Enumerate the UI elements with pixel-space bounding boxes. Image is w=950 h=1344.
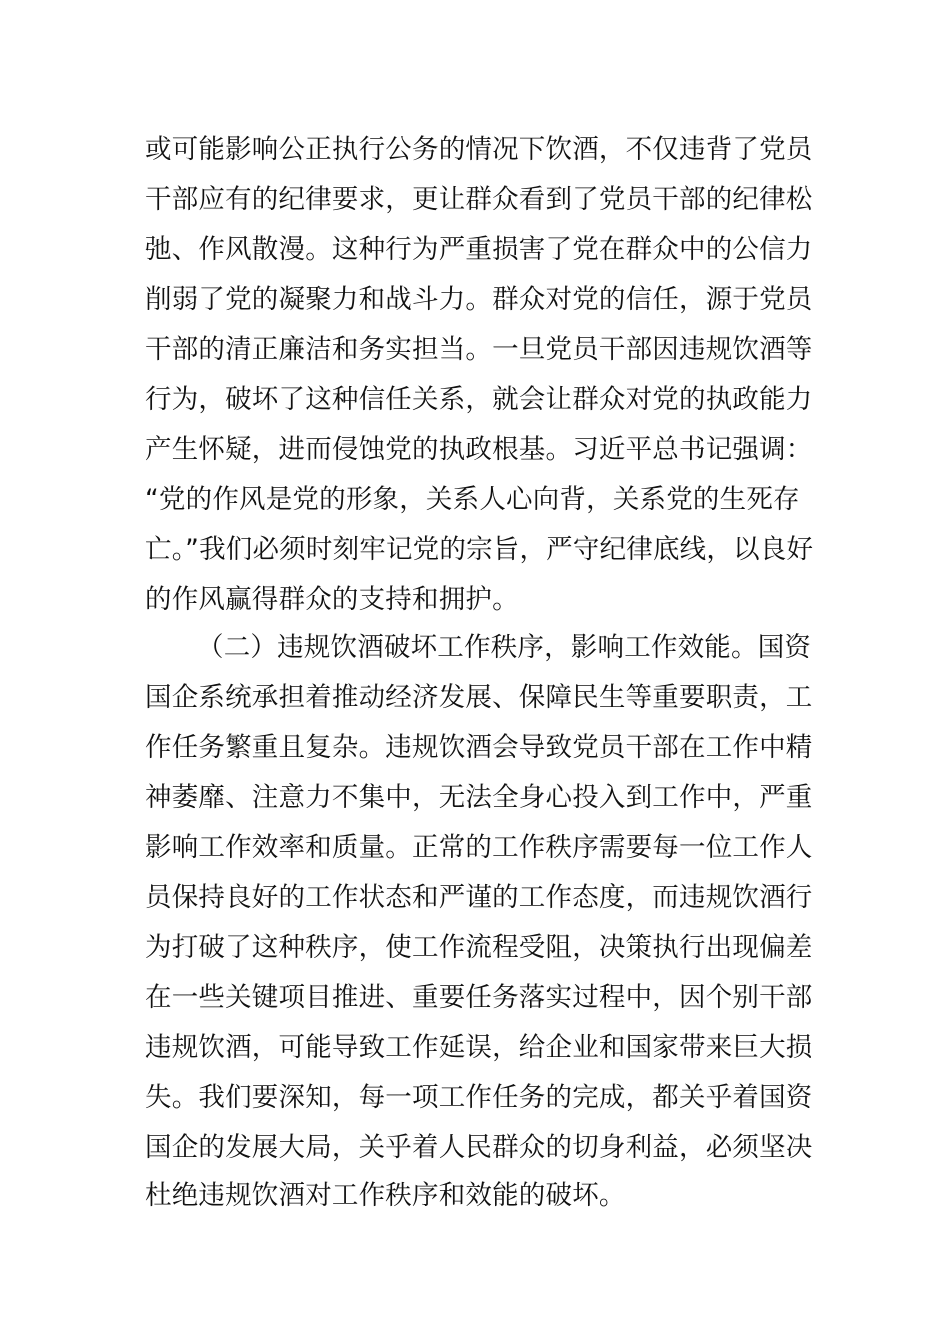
- text-line: 产生怀疑，进而侵蚀党的执政根基。习近平总书记强调：: [145, 434, 813, 465]
- text-line: 作任务繁重且复杂。违规饮酒会导致党员干部在工作中精: [145, 732, 813, 763]
- text-line: 在一些关键项目推进、重要任务落实过程中，因个别干部: [145, 982, 813, 1013]
- text-line: 杜绝违规饮酒对工作秩序和效能的破坏。: [145, 1180, 626, 1211]
- text-line: 的作风赢得群众的支持和拥护。: [145, 584, 519, 615]
- text-line: 影响工作效率和质量。正常的工作秩序需要每一位工作人: [145, 832, 813, 863]
- text-line: 国企系统承担着推动经济发展、保障民生等重要职责，工: [145, 682, 813, 713]
- text-line: 干部的清正廉洁和务实担当。一旦党员干部因违规饮酒等: [145, 334, 813, 365]
- text-line: 违规饮酒，可能导致工作延误，给企业和国家带来巨大损: [145, 1032, 813, 1063]
- text-line: 弛、作风散漫。这种行为严重损害了党在群众中的公信力: [145, 234, 813, 265]
- text-line: 失。我们要深知，每一项工作任务的完成，都关乎着国资: [145, 1082, 813, 1113]
- section-heading-line: （二）违规饮酒破坏工作秩序，影响工作效能。国资: [197, 632, 812, 663]
- text-line: 为打破了这种秩序，使工作流程受阻，决策执行出现偏差: [145, 932, 813, 963]
- text-line: 员保持良好的工作状态和严谨的工作态度，而违规饮酒行: [145, 882, 813, 913]
- text-line: 或可能影响公正执行公务的情况下饮酒，不仅违背了党员: [145, 134, 813, 165]
- text-line: 行为，破坏了这种信任关系，就会让群众对党的执政能力: [145, 384, 813, 415]
- text-line: 干部应有的纪律要求，更让群众看到了党员干部的纪律松: [145, 184, 813, 215]
- text-line: 国企的发展大局，关乎着人民群众的切身利益，必须坚决: [145, 1132, 813, 1163]
- text-line: 削弱了党的凝聚力和战斗力。群众对党的信任，源于党员: [145, 284, 813, 315]
- text-line: “党的作风是党的形象，关系人心向背，关系党的生死存: [145, 484, 800, 515]
- text-line: 神萎靡、注意力不集中，无法全身心投入到工作中，严重: [145, 782, 813, 813]
- text-line: 亡。”我们必须时刻牢记党的宗旨，严守纪律底线，以良好: [145, 534, 814, 565]
